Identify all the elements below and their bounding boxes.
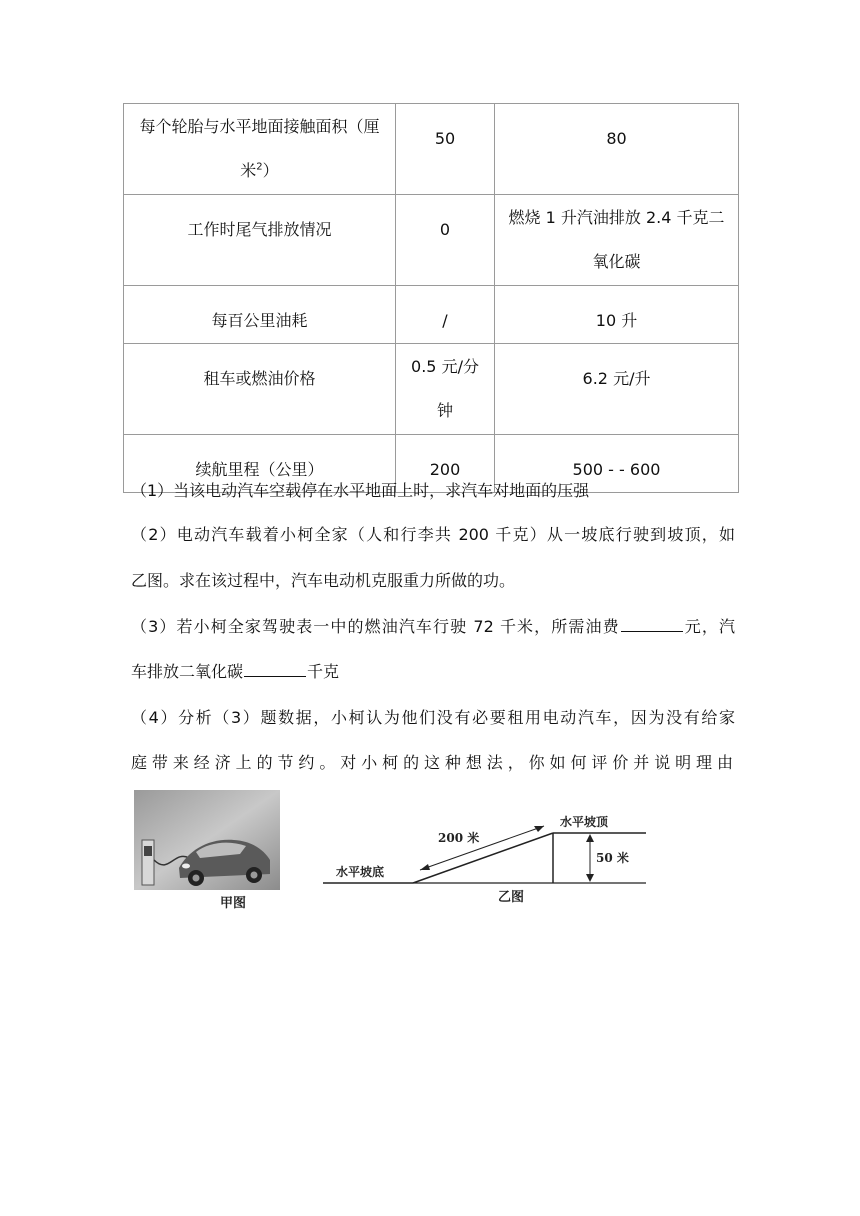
question-1: （1）当该电动汽车空载停在水平地面上时，求汽车对地面的压强: [131, 481, 590, 500]
row-label: 工作时尾气排放情况: [124, 195, 396, 286]
table-row: [124, 104, 739, 195]
figure-b-caption: 乙图: [498, 890, 525, 905]
electric-value: 0.5 元/分 钟: [396, 344, 495, 435]
question-2-line-2: 乙图。求在该过程中，汽车电动机克服重力所做的功。: [131, 571, 516, 590]
fuel-value: 燃烧 1 升汽油排放 2.4 千克二 氧化碳: [495, 195, 739, 286]
bottom-label: 水平坡底: [336, 865, 385, 879]
table-row: [124, 195, 739, 286]
table-row: [124, 286, 739, 344]
answer-blank[interactable]: [621, 613, 683, 632]
question-3-line-2: 车排放二氧化碳 千克: [131, 650, 735, 694]
row-label: 每个轮胎与水平地面接触面积（厘 米$^2$）: [124, 104, 396, 195]
question-4-line-2: 庭带来经济上的节约。对小柯的这种想法，你如何评价并说明理由: [131, 753, 735, 772]
table-row: [124, 344, 739, 435]
row-label: 每百公里油耗: [124, 286, 396, 344]
fuel-value: 6.2 元/升: [495, 344, 739, 435]
electric-value: 200: [396, 435, 495, 493]
question-2-line-1: （2）电动汽车载着小柯全家（人和行李共 200 千克）从一坡底行驶到坡顶，如: [131, 525, 735, 544]
fuel-value: 500 - - 600: [495, 435, 739, 493]
figure-a-caption: 甲图: [220, 896, 247, 911]
question-3-line-1: （3）若小柯全家驾驶表一中的燃油汽车行驶 72 千米，所需油费 元，汽: [131, 605, 735, 649]
electric-value: 50: [396, 104, 495, 195]
fuel-value: 80: [495, 104, 739, 195]
row-label: 续航里程（公里）: [124, 435, 396, 493]
slope-diagram: [318, 800, 658, 910]
electric-value: /: [396, 286, 495, 344]
top-label: 水平坡顶: [560, 815, 609, 829]
electric-value: 0: [396, 195, 495, 286]
spec-table: [123, 103, 739, 493]
slope-length-label: 200 米: [438, 831, 480, 845]
answer-blank[interactable]: [244, 658, 306, 677]
fuel-value: 10 升: [495, 286, 739, 344]
question-4-line-1: （4）分析（3）题数据，小柯认为他们没有必要租用电动汽车，因为没有给家: [131, 708, 735, 727]
row-label: 租车或燃油价格: [124, 344, 396, 435]
height-label: 50 米: [596, 851, 629, 865]
electric-car-photo: [134, 790, 280, 890]
